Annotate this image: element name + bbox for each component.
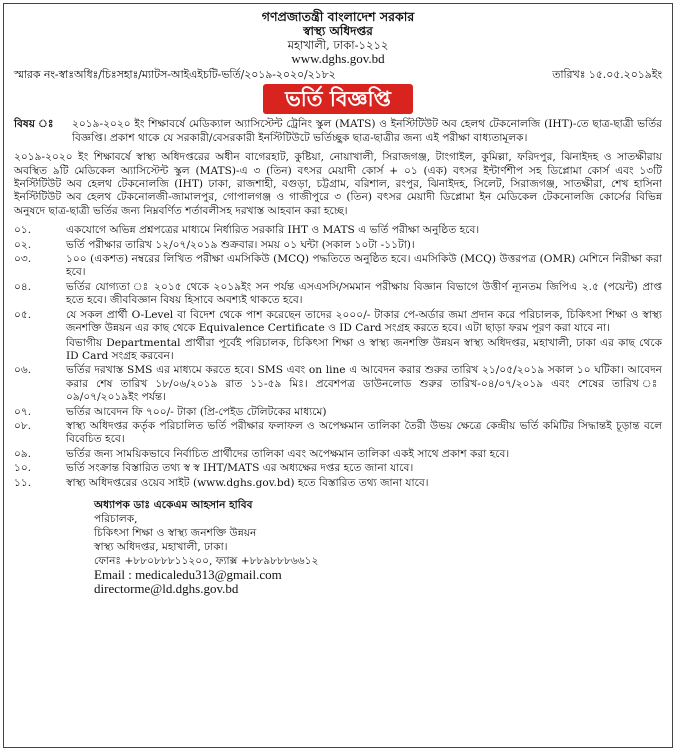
department-name: স্বাস্থ্য অধিদপ্তর (303, 24, 373, 38)
signatory-department: চিকিৎসা শিক্ষা ও স্বাস্থ্য জনশক্তি উন্নয়ন (94, 526, 257, 539)
list-item: ০৬. ভর্তির দরখাস্ত SMS এর মাধ্যমে করতে হবে। SMS এবং on line এ আবেদন করার শুরুর তারিখ ২১/০৫/২০১৯ সকাল ১০ ঘটিকা। আবেদন করার শেষ তারিখ ১৮/০৬/২০১৯ রাত ১১-৫৯ মিঃ। প্রবেশপত্র ডাউনলোড শুরুর তারিখ-০৪/০৭/২০১৯ এবং শেষের তারিখ ঃ ০৯/০৭/২০১৯ইং পর্যন্ত। (14, 364, 662, 404)
memo-number: স্মারক নং-স্বাঃঅধিঃ/চিঃসহাঃ/ম্যাটস-আইএইচটি-ভর্তি/২০১৯-২০২০/২১৮২ (14, 68, 336, 81)
banner-wrap (14, 84, 662, 114)
signatory-office: স্বাস্থ্য অধিদপ্তর, মহাখালী, ঢাকা। (94, 540, 228, 553)
list-item: ০১. একযোগে অভিন্ন প্রশ্নপত্রের মাধ্যমে নির্ধারিত সরকারি IHT ও MATS এ ভর্তি পরীক্ষা অনুষ্ঠিত হবে। (14, 224, 480, 237)
list-item: ০৩. ১০০ (একশত) নম্বরের লিখিত পরীক্ষা এমসিকিউ (MCQ) পদ্ধতিতে অনুষ্ঠিত হবে। এমসিকিউ (MCQ) উত্তরপত্র (OMR) মেশিনে নিরীক্ষা করা হবে। (14, 253, 662, 279)
notice-page (3, 3, 673, 748)
signatory-title: পরিচালক, (94, 512, 138, 525)
list-item: ০৮. স্বাস্থ্য অধিদপ্তর কর্তৃক পরিচালিত ভর্তি পরীক্ষার ফলাফল ও অপেক্ষমান তালিকা তৈরী উভয় ক্ষেত্রে কেন্দ্রীয় ভর্তি কমিটির সিদ্ধান্তই চূড়ান্ত বলে বিবেচিত হবে। (14, 419, 662, 446)
signatory-name: অধ্যাপক ডাঃ একেএম আহসান হাবিব (94, 498, 253, 511)
contact-email: Email : medicaledu313@gmail.com (94, 566, 282, 582)
departmental-note: বিভাগীয় Departmental প্রার্থীরা পূর্বেই পরিচালক, চিকিৎসা শিক্ষা ও স্বাস্থ্য জনশক্তি উন্নয়ন স্বাস্থ্য অধিদপ্তর, মহাখালী, ঢাকা এর কাছ থেকে ID Card সংগ্রহ করবেন। (66, 336, 662, 362)
office-address: মহাখালী, ঢাকা-১২১২ (287, 38, 389, 52)
signature-block (94, 498, 662, 596)
list-item: ০৯. ভর্তির জন্য সাময়িকভাবে নির্বাচিত প্রার্থীদের তালিকা এবং অপেক্ষমান তালিকা একই সাথে প্রকাশ করা হবে। (14, 447, 510, 460)
list-item: ১১. স্বাস্থ্য অধিদপ্তরের ওয়েব সাইট (www.dghs.gov.bd) হতে বিস্তারিত তথ্য জানা যাবে। (14, 476, 429, 489)
subject-label: বিষয় ঃ (14, 118, 54, 131)
contact-email-2: directorme@ld.dghs.gov.bd (94, 580, 239, 596)
subject-text: ২০১৯-২০২০ ইং শিক্ষাবর্ষে মেডিক্যাল অ্যাসিস্টেন্ট ট্রেনিং স্কুল (MATS) ও ইনস্টিটিউট অব হেলথ টেকনোলজি (IHT)-তে ছাত্র-ছাত্রী ভর্তির বিজ্ঞপ্তি। প্রকাশ থাকে যে সরকারী/বেসরকারী ইনস্টিটিউটে ভর্তিচ্ছুক ছাত্র-ছাত্রীর জন্য এই পরীক্ষা বাধ্যতামূলক। (72, 118, 662, 144)
list-item: ০৭. ভর্তির আবেদন ফি ৭০০/- টাকা (প্রি-পেইড টেলিটকের মাধ্যমে) (14, 405, 327, 418)
notice-date: তারিখঃ ১৫.০৫.২০১৯ইং (552, 68, 662, 81)
notice-header (14, 10, 662, 66)
intro-paragraph: ২০১৯-২০২০ ইং শিক্ষাবর্ষে স্বাস্থ্য অধিদপ্তরের অধীন বাগেরহাট, কুষ্টিয়া, নোয়াখালী, সিরাজগঞ্জ, টাংগাইল, কুমিল্লা, ফরিদপুর, ঝিনাইদহ ও সাতক্ষীরায় অবস্থিত ৯টি মেডিকেল অ্যাসিস্টেন্ট স্কুল (MATS)-এ ৩ (তিন) বৎসর মেয়াদী কোর্স + ০১ (এক) বৎসর ইন্টার্ণশীপ সহ ডিপ্লোমা কোর্স এবং ১৩টি ইনস্টিটিউট অব হেলথ টেকনোলজি (IHT) ঢাকা, রাজশাহী, বগুড়া, চট্টগ্রাম, বরিশাল, রংপুর, ঝিনাইদহ, সিলেট, সিরাজগঞ্জ, সাতক্ষীরা, শেখ হাসিনা ইনস্টিটিউট অব হেলথ টেকনোলজী-জামালপুর, গোপালগঞ্জ ও গাজীপুরে ৩ (তিন) বৎসর মেয়াদী ডিপ্লোমা ইন মেডিকেল টেকনোলজি কোর্সের বিভিন্ন অনুষদে ছাত্র-ছাত্রী ভর্তির জন্য নিম্নবর্ণিত শর্তাবলীসহ দরখাস্ত আহবান করা হচ্ছে। (14, 151, 662, 217)
subject-row (14, 118, 662, 145)
conditions-list (14, 224, 662, 490)
website-text: www.dghs.gov.bd (291, 51, 385, 66)
list-item: ০৫. যে সকল প্রার্থী O-Level বা বিদেশ থেকে পাশ করেছেন তাদের ২০০০/- টাকার পে-অর্ডার জমা প্রদান করে পরিচালক, চিকিৎসা শিক্ষা ও স্বাস্থ্য জনশক্তি উন্নয়ন এর কাছ থেকে Equivalence Certificate ও ID Card সংগ্রহ করতে হবে। এটা ছাড়া ফরম পূরণ করা যাবে না। (14, 308, 662, 335)
memo-row (14, 68, 662, 81)
govt-name: গণপ্রজাতন্ত্রী বাংলাদেশ সরকার (261, 9, 415, 24)
admission-notice-banner: ভর্তি বিজ্ঞপ্তি (263, 84, 413, 114)
list-item: ১০. ভর্তি সংক্রান্ত বিস্তারিত তথ্য স্ব স্ব IHT/MATS এর অধ্যক্ষের দপ্তর হতে জানা যাবে। (14, 462, 414, 475)
list-item: ০২. ভর্তি পরীক্ষার তারিখ ১২/০৭/২০১৯ শুক্রবার। সময় ০১ ঘন্টা (সকাল ১০টা -১১টা)। (14, 238, 415, 251)
list-item: ০৪. ভর্তির যোগ্যতা ঃ ২০১৫ থেকে ২০১৯ইং সন পর্যন্ত এসএসসি/সমমান পরীক্ষায় বিজ্ঞান বিভাগে উত্তীর্ণ ন্যূনতম জিপিএ ২.৫ (পয়েন্ট) প্রাপ্ত হতে হবে। জীববিজ্ঞান বিষয় হিসাবে অবশ্যই থাকতে হবে। (14, 280, 662, 307)
contact-phone: ফোনঃ +৮৮০৮৮৮১১২০০, ফ্যাক্স +৮৮৯৮৮৮৬৬১২ (94, 554, 319, 567)
